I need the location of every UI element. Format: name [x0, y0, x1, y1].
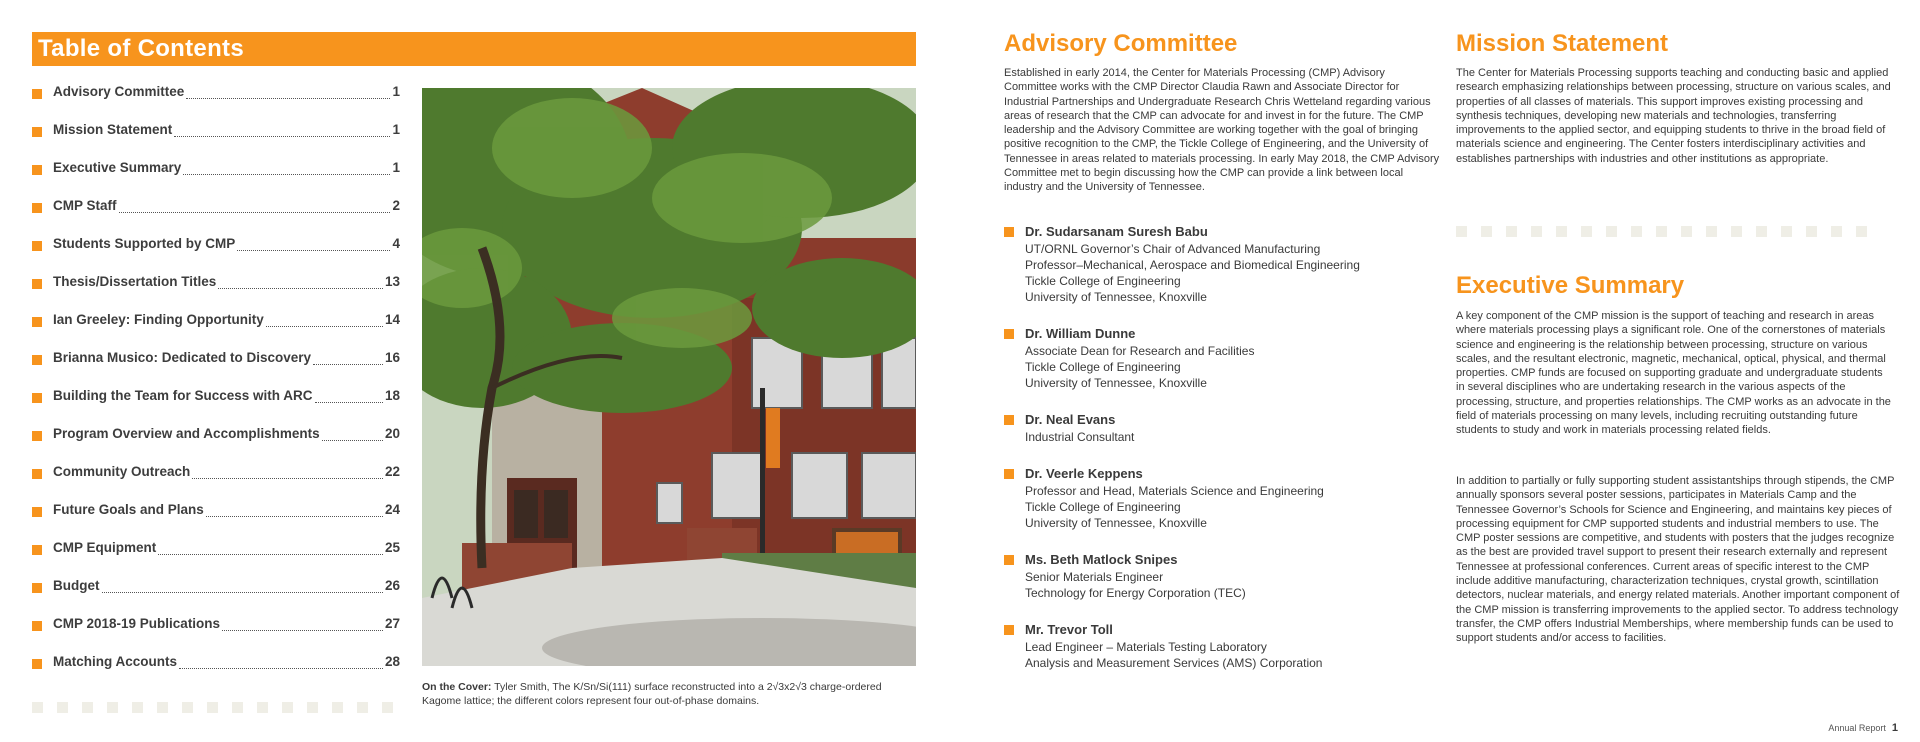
- cover-caption: [422, 680, 916, 708]
- toc-bullet-icon: [32, 279, 42, 289]
- executive-summary-para-2: In addition to partially or fully supporting student assistantships through stipends, the CMP annually sponsors several poster sessions, participates in Materials Camp and the Tennessee Governor’s Schools for Science and Engineering, and maintains key pieces of processing equipment for CMP supported students and industrial members to use. The CMP poster sessions are competitive, and students with posters that the judges recognize as the best are provided travel support to present their research externally and represent Tennessee at professional conferences. Current areas of specific interest to the CMP include additive manufacturing, characterization techniques, crystal growth, scintillation detectors, nuclear materials, and energy related materials. Another important component of the CMP mission is transferring improvements to the applied sector. To address technology transfer, the CMP offers Industrial Memberships, where membership funds can be used to support students and/or access to facilities.: [1456, 475, 1900, 645]
- cover-caption-lead: On the Cover:: [422, 681, 492, 693]
- toc-item-label: Students Supported by CMP: [53, 236, 236, 251]
- toc-item-label: Executive Summary: [53, 160, 182, 175]
- toc-leader-dots: [102, 578, 383, 593]
- toc-item-page: 22: [384, 464, 400, 479]
- member-name: Ms. Beth Matlock Snipes: [1004, 552, 1404, 569]
- toc-bullet-icon: [32, 355, 42, 365]
- member-name: Dr. Sudarsanam Suresh Babu: [1004, 224, 1404, 241]
- toc-item[interactable]: [32, 312, 400, 350]
- toc-leader-dots: [315, 388, 383, 403]
- committee-member: [1004, 224, 1404, 305]
- toc-item-page: 1: [392, 84, 400, 99]
- toc-item[interactable]: [32, 502, 400, 540]
- toc-item-label: Ian Greeley: Finding Opportunity: [53, 312, 264, 327]
- toc-item-page: 13: [384, 274, 400, 289]
- toc-leader-dots: [313, 350, 383, 365]
- member-detail: Professor and Head, Materials Science and Engineering: [1025, 484, 1324, 498]
- committee-member: [1004, 622, 1404, 671]
- toc-item-page: 24: [384, 502, 400, 517]
- toc-bullet-icon: [32, 659, 42, 669]
- member-detail: University of Tennessee, Knoxville: [1025, 516, 1207, 530]
- toc-item-page: 4: [392, 236, 400, 251]
- building-illustration: [422, 88, 916, 666]
- toc-leader-dots: [222, 616, 383, 631]
- toc-header-banner: [32, 32, 916, 66]
- page-footer: [1828, 722, 1898, 734]
- toc-bullet-icon: [32, 127, 42, 137]
- toc-item[interactable]: [32, 84, 400, 122]
- executive-summary-para-1: A key component of the CMP mission is the support of teaching and research in areas where materials processing plays a significant role. One of the cornerstones of materials science and engineering is the relationship between processing, structure on various scales, and the resultant electronic, magnetic, mechanical, optical, physical, and thermal properties. CMP funds are focused on supporting graduate and undergraduate students in several disciplines who are undertaking research in the various aspects of the processing, structure, and properties relationships. The CMP works as an advocate in the field of materials processing on many levels, including recruiting outstanding future students to study and work in materials processing related fields.: [1456, 310, 1891, 437]
- member-detail: Analysis and Measurement Services (AMS) Corporation: [1025, 656, 1323, 670]
- toc-leader-dots: [186, 84, 390, 99]
- toc-item-label: CMP 2018-19 Publications: [53, 616, 221, 631]
- committee-member: [1004, 552, 1404, 601]
- toc-item-page: 18: [384, 388, 400, 403]
- member-detail: University of Tennessee, Knoxville: [1025, 290, 1207, 304]
- toc-bullet-icon: [32, 89, 42, 99]
- toc-item[interactable]: [32, 616, 400, 654]
- toc-item-page: 14: [384, 312, 400, 327]
- toc-leader-dots: [192, 464, 383, 479]
- cover-caption-text: Tyler Smith, The K/Sn/Si(111) surface reconstructed into a 2√3x2√3 charge-ordered Kagome lattice; the different colors represent four out-of-phase domains.: [422, 681, 882, 707]
- toc-leader-dots: [237, 236, 390, 251]
- member-detail: Professor–Mechanical, Aerospace and Biomedical Engineering: [1025, 258, 1360, 272]
- toc-item[interactable]: [32, 160, 400, 198]
- advisory-committee-body: Established in early 2014, the Center for Materials Processing (CMP) Advisory Committee works with the CMP Director Claudia Rawn and Associate Director for Industrial Partnerships and Undergraduate Research Chris Wetteland regarding various areas of research that the CMP can advocate for and invest in for the future. The CMP leadership and the Advisory Committee are working together with the goal of bringing positive recognition to the CMP, the Tickle College of Engineering, and the University of Tennessee in areas related to materials processing. In early May 2018, the CMP Advisory Committee met to begin discussing how the CMP can provide a link between local industry and the University of Tennessee.: [1004, 67, 1440, 194]
- member-detail: University of Tennessee, Knoxville: [1025, 376, 1207, 390]
- toc-item-label: CMP Staff: [53, 198, 117, 213]
- toc-item-page: 1: [392, 122, 400, 137]
- toc-item-label: Future Goals and Plans: [53, 502, 204, 517]
- toc-bullet-icon: [32, 621, 42, 631]
- member-name: Mr. Trevor Toll: [1004, 622, 1404, 639]
- toc-bullet-icon: [32, 507, 42, 517]
- toc-item-page: 26: [384, 578, 400, 593]
- toc-leader-dots: [206, 502, 383, 517]
- member-detail: Technology for Energy Corporation (TEC): [1025, 586, 1246, 600]
- mission-statement-body: The Center for Materials Processing supports teaching and conducting basic and applied research emphasizing relationships between processing, structure on various scales, and properties of all classes of materials. This support improves existing processing and synthesis techniques, developing new materials and technologies, transferring improvements to the applied sector, and equipping students to thrive in the broad field of materials science and engineering. The Center fosters interdisciplinary activities and establishes partnerships with industries and other institutions as appropriate.: [1456, 67, 1891, 165]
- member-detail: Tickle College of Engineering: [1025, 274, 1181, 288]
- toc-item-page: 27: [384, 616, 400, 631]
- decorative-dash-divider: [1456, 226, 1867, 237]
- toc-item[interactable]: [32, 654, 400, 692]
- toc-bullet-icon: [32, 317, 42, 327]
- member-detail: UT/ORNL Governor’s Chair of Advanced Manufacturing: [1025, 242, 1321, 256]
- toc-bullet-icon: [32, 393, 42, 403]
- toc-item-label: Brianna Musico: Dedicated to Discovery: [53, 350, 312, 365]
- toc-item[interactable]: [32, 198, 400, 236]
- member-detail: Associate Dean for Research and Facilities: [1025, 344, 1255, 358]
- cover-building-photo: [422, 88, 916, 666]
- toc-bullet-icon: [32, 203, 42, 213]
- footer-label: Annual Report: [1828, 723, 1886, 733]
- mission-statement-heading: Mission Statement: [1456, 30, 1669, 57]
- member-name: Dr. Veerle Keppens: [1004, 466, 1404, 483]
- committee-member: [1004, 412, 1404, 445]
- advisory-committee-heading: Advisory Committee: [1004, 30, 1238, 57]
- toc-item-page: 16: [384, 350, 400, 365]
- toc-item[interactable]: [32, 274, 400, 312]
- toc-leader-dots: [218, 274, 383, 289]
- member-detail: Tickle College of Engineering: [1025, 500, 1181, 514]
- toc-item[interactable]: [32, 464, 400, 502]
- toc-leader-dots: [174, 122, 390, 137]
- toc-item-label: Matching Accounts: [53, 654, 178, 669]
- toc-item-label: Thesis/Dissertation Titles: [53, 274, 217, 289]
- toc-item-label: CMP Equipment: [53, 540, 157, 555]
- toc-item-label: Mission Statement: [53, 122, 173, 137]
- toc-item-label: Advisory Committee: [53, 84, 185, 99]
- footer-page-number: 1: [1891, 722, 1898, 734]
- committee-member: [1004, 466, 1404, 531]
- toc-item[interactable]: [32, 426, 400, 464]
- toc-leader-dots: [119, 198, 391, 213]
- toc-bullet-icon: [32, 545, 42, 555]
- member-detail: Lead Engineer – Materials Testing Laboratory: [1025, 640, 1267, 654]
- committee-member: [1004, 326, 1404, 391]
- toc-bullet-icon: [32, 431, 42, 441]
- toc-item-page: 2: [392, 198, 400, 213]
- toc-item-page: 25: [384, 540, 400, 555]
- executive-summary-heading: Executive Summary: [1456, 272, 1685, 299]
- toc-item-page: 20: [384, 426, 400, 441]
- toc-bullet-icon: [32, 469, 42, 479]
- toc-item-label: Building the Team for Success with ARC: [53, 388, 313, 403]
- toc-item[interactable]: [32, 350, 400, 388]
- toc-item-label: Community Outreach: [53, 464, 191, 479]
- toc-bullet-icon: [32, 583, 42, 593]
- member-name: Dr. Neal Evans: [1004, 412, 1404, 429]
- toc-item-page: 1: [392, 160, 400, 175]
- toc-leader-dots: [158, 540, 383, 555]
- decorative-dash-divider: [32, 702, 393, 713]
- toc-item-label: Budget: [53, 578, 100, 593]
- toc-item[interactable]: [32, 578, 400, 616]
- member-detail: Senior Materials Engineer: [1025, 570, 1164, 584]
- toc-leader-dots: [322, 426, 383, 441]
- toc-item[interactable]: [32, 122, 400, 160]
- member-name: Dr. William Dunne: [1004, 326, 1404, 343]
- member-detail: Industrial Consultant: [1025, 430, 1135, 444]
- toc-leader-dots: [179, 654, 383, 669]
- toc-bullet-icon: [32, 165, 42, 175]
- toc-item[interactable]: [32, 236, 400, 274]
- toc-list: [32, 84, 400, 692]
- toc-title: Table of Contents: [38, 35, 244, 62]
- toc-bullet-icon: [32, 241, 42, 251]
- member-detail: Tickle College of Engineering: [1025, 360, 1181, 374]
- toc-item-page: 28: [384, 654, 400, 669]
- toc-item-label: Program Overview and Accomplishments: [53, 426, 320, 441]
- toc-item[interactable]: [32, 388, 400, 426]
- toc-item[interactable]: [32, 540, 400, 578]
- toc-leader-dots: [266, 312, 383, 327]
- toc-leader-dots: [183, 160, 390, 175]
